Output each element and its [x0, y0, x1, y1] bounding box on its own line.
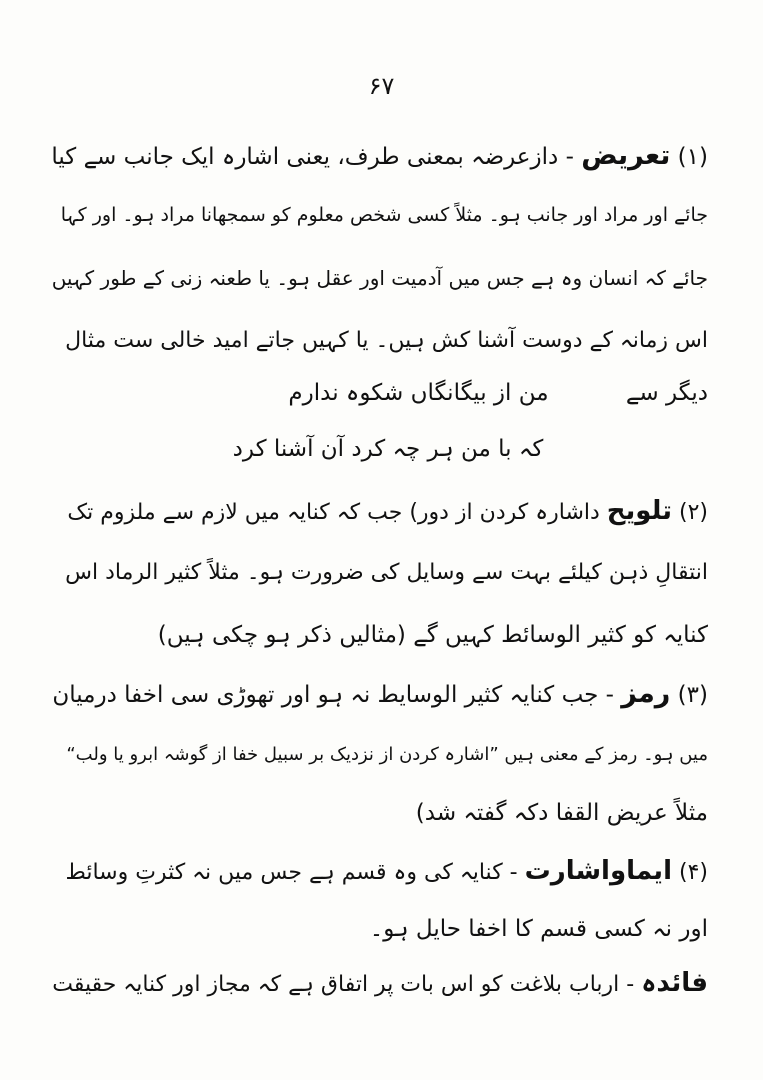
text-line-8 — [48, 560, 708, 586]
text-line-14 — [48, 916, 708, 944]
text-line-6 — [108, 436, 668, 464]
text-line-4 — [48, 328, 708, 354]
section-heading: رمز — [621, 678, 671, 709]
line-text: کنایہ کو کثیر الوسائط کہیں گے (مثالیں ذکر ہو چکی ہیں) — [157, 622, 708, 648]
line-text: مثلاً عریض القفا دکہ گفتہ شد) — [415, 800, 708, 826]
verse-line: کہ با من ہر چہ کرد آن آشنا کرد — [232, 436, 544, 462]
line-text: جائے کہ انسان وہ ہے جس میں آدمیت اور عقل ہو۔ یا طعنہ زنی کے طور کہیں — [51, 266, 708, 290]
text-line-5 — [48, 380, 708, 408]
line-text: اس زمانہ کے دوست آشنا کش ہیں۔ یا کہیں جاتے امید خالی ست مثال — [65, 328, 708, 353]
section-number: (۱) — [677, 144, 708, 170]
line-text: - ارباب بلاغت کو اس بات پر اتفاق ہے کہ مجاز اور کنایہ حقیقت — [52, 972, 635, 997]
text-line-7 — [48, 496, 708, 527]
line-text: - کنایہ کی وہ قسم ہے جس میں نہ کثرتِ وسائط — [65, 860, 518, 885]
page-number: ۶۷ — [368, 72, 395, 100]
line-text: انتقالِ ذہن کیلئے بہت سے وسایل کی ضرورت ہو۔ مثلاً کثیر الرماد اس — [65, 560, 708, 585]
text-line-15 — [48, 968, 708, 999]
text-line-9 — [48, 622, 708, 650]
section-number: (۳) — [677, 682, 708, 708]
section-heading: فائدہ — [641, 968, 708, 998]
verse-line: من از بیگانگاں شکوہ ندارم — [288, 380, 549, 406]
line-text: اور نہ کسی قسم کا اخفا حایل ہو۔ — [369, 916, 708, 942]
section-heading: تلویح — [606, 496, 672, 526]
text-line-13 — [48, 856, 708, 887]
text-line-3 — [48, 266, 708, 290]
section-number: (۴) — [678, 860, 708, 885]
line-text: - جب کنایہ کثیر الوسایط نہ ہو اور تھوڑی سی اخفا درمیان — [52, 682, 614, 708]
line-text: میں ہو۔ رمز کے معنی ہیں ”اشارہ کردن از نزدیک بر سبیل خفا از گوشہ ابرو یا ولب“ — [66, 744, 708, 765]
text-line-12 — [48, 800, 708, 828]
line-text: جائے اور مراد اور جانب ہو۔ مثلاً کسی شخص معلوم کو سمجھانا مراد ہو۔ اور کہا — [60, 204, 708, 226]
section-heading: ایماواشارت — [524, 856, 672, 886]
text-line-2 — [48, 204, 708, 227]
text-line-11 — [48, 744, 708, 766]
line-lead: دیگر سے — [625, 380, 708, 406]
section-number: (۲) — [678, 500, 708, 525]
section-heading: تعریض — [581, 140, 671, 171]
line-text: - دازعرضہ بمعنی طرف، یعنی اشارہ ایک جانب سے کیا — [51, 144, 574, 170]
text-line-10 — [48, 678, 708, 710]
line-text: داشارہ کردن از دور) جب کہ کنایہ میں لازم سے ملزوم تک — [67, 500, 600, 525]
text-line-1 — [48, 140, 708, 172]
